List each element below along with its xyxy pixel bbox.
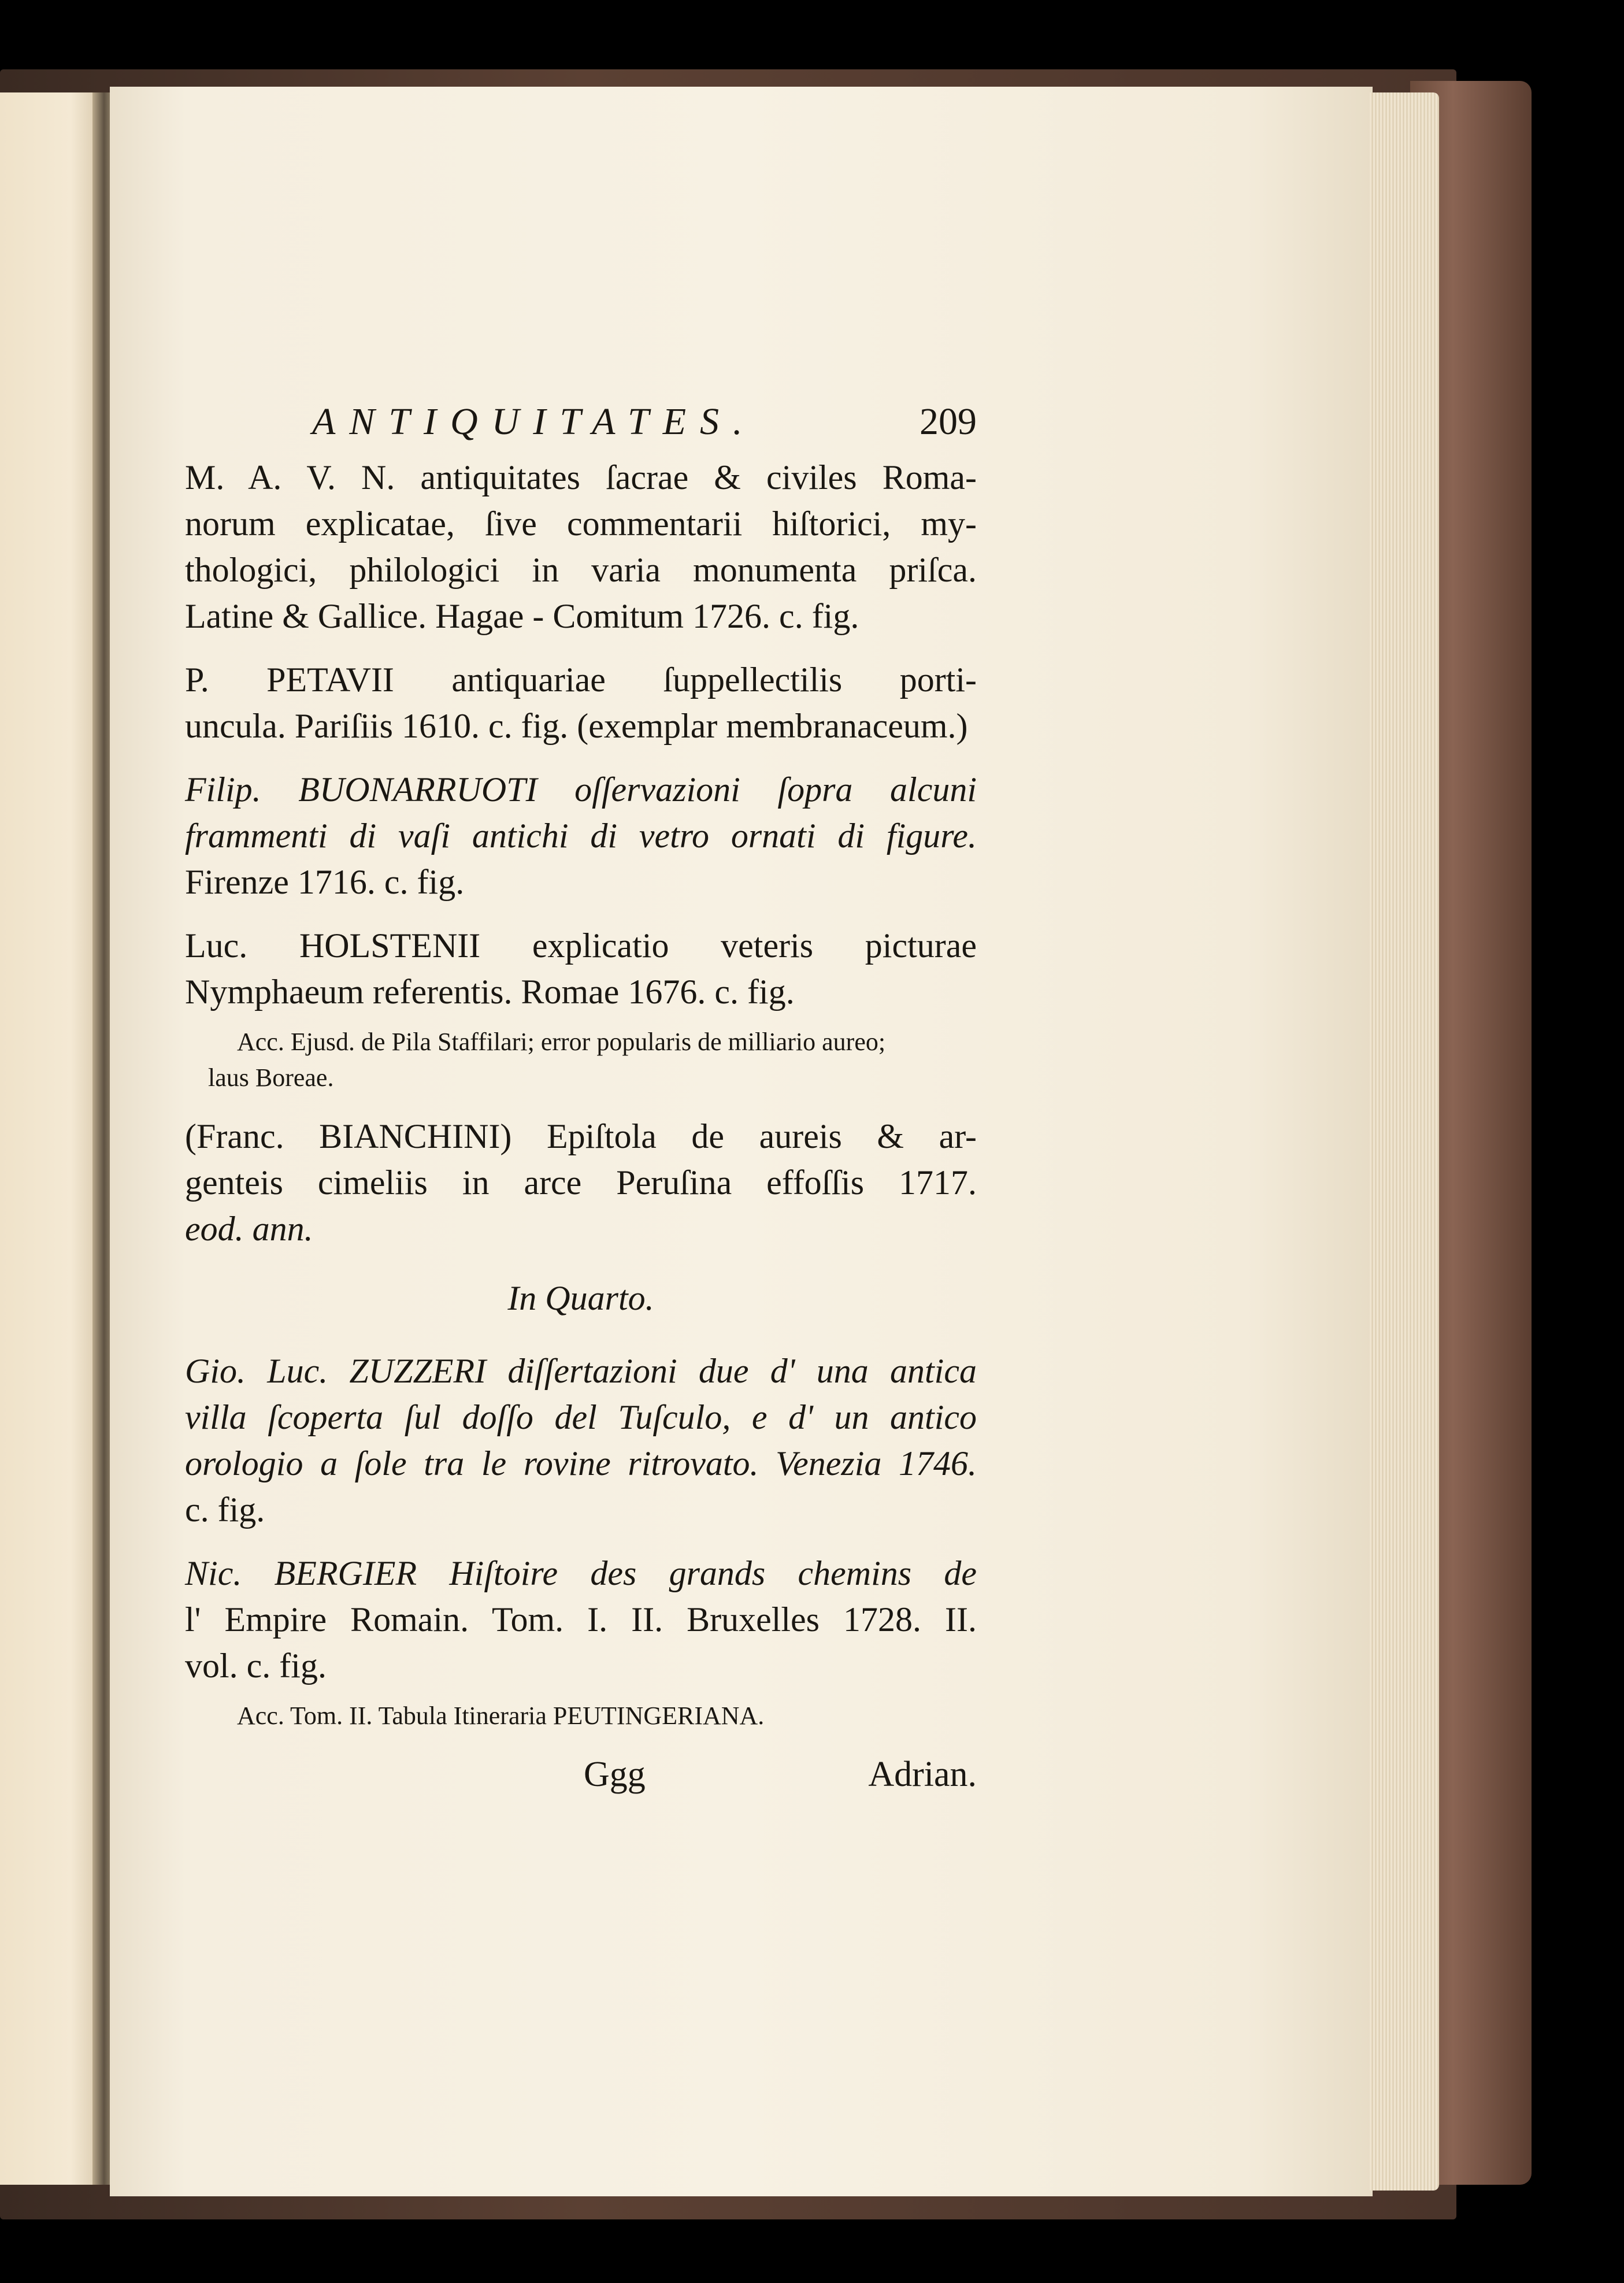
entry-line: c. fig. [185, 1491, 265, 1529]
section-heading: In Quarto. [507, 1279, 654, 1317]
bibliography-entry [185, 922, 977, 1015]
entry-line: villa ſcoperta ſul doſſo del Tuſculo, e d' un antico [185, 1398, 977, 1436]
entry-line: genteis cimeliis in arce Peruſina effoſſis 1717. [185, 1163, 977, 1202]
running-title: ANTIQUITATES. [312, 401, 757, 443]
entry-line: eod. ann. [185, 1210, 313, 1248]
bibliography-entry [185, 1113, 977, 1252]
entry-line: (Franc. BIANCHINI) Epiſtola de aureis & ar- [185, 1117, 977, 1155]
entry-line: Nymphaeum referentis. Romae 1676. c. fig. [185, 973, 795, 1011]
entry-line: Firenze 1716. c. fig. [185, 863, 465, 901]
page-text [185, 399, 977, 1803]
entry-line: Filip. BUONARRUOTI oſſervazioni ſopra alcuni [185, 770, 977, 809]
page-number: 209 [919, 401, 977, 443]
entry-note [185, 1698, 977, 1734]
entry-line: P. PETAVII antiquariae ſuppellectilis porti- [185, 661, 977, 699]
bibliography-entry [185, 766, 977, 905]
entry-line: thologici, philologici in varia monumenta priſca. [185, 551, 977, 589]
previous-page-edge [0, 92, 101, 2185]
entry-line: Latine & Gallice. Hagae - Comitum 1726. c. fig. [185, 597, 859, 635]
bibliography-entry [185, 1550, 977, 1689]
page-fore-edge [1370, 92, 1439, 2191]
entry-line: orologio a ſole tra le rovine ritrovato. Venezia 1746. [185, 1444, 977, 1483]
catchword: Adrian. [868, 1755, 977, 1794]
signature-mark: Ggg [584, 1755, 646, 1794]
note-line: Acc. Tom. II. Tabula Itineraria PEUTINGERIANA. [237, 1702, 765, 1730]
entry-line: uncula. Pariſiis 1610. c. fig. (exemplar membranaceum.) [185, 707, 968, 745]
bibliography-entry [185, 657, 977, 749]
entry-line: norum explicatae, ſive commentarii hiſtorici, my- [185, 505, 977, 543]
entry-line: frammenti di vaſi antichi di vetro ornati di figure. [185, 817, 977, 855]
entry-line: Nic. BERGIER Hiſtoire des grands chemins de [185, 1554, 977, 1592]
note-line: laus Boreae. [208, 1063, 334, 1092]
entry-line: M. A. V. N. antiquitates ſacrae & civiles Roma- [185, 458, 977, 496]
page-header [185, 399, 977, 451]
entry-line: Gio. Luc. ZUZZERI diſſertazioni due d' una antica [185, 1352, 977, 1390]
entry-line: vol. c. fig. [185, 1647, 327, 1685]
bibliography-entry [185, 1348, 977, 1533]
page-footer [185, 1751, 977, 1803]
bibliography-entry [185, 454, 977, 639]
entry-line: l' Empire Romain. Tom. I. II. Bruxelles 1728. II. [185, 1600, 977, 1639]
entry-note [185, 1024, 977, 1096]
note-line: Acc. Ejusd. de Pila Staffilari; error popularis de milliario aureo; [237, 1028, 886, 1056]
entry-line: Luc. HOLSTENII explicatio veteris picturae [185, 926, 977, 965]
